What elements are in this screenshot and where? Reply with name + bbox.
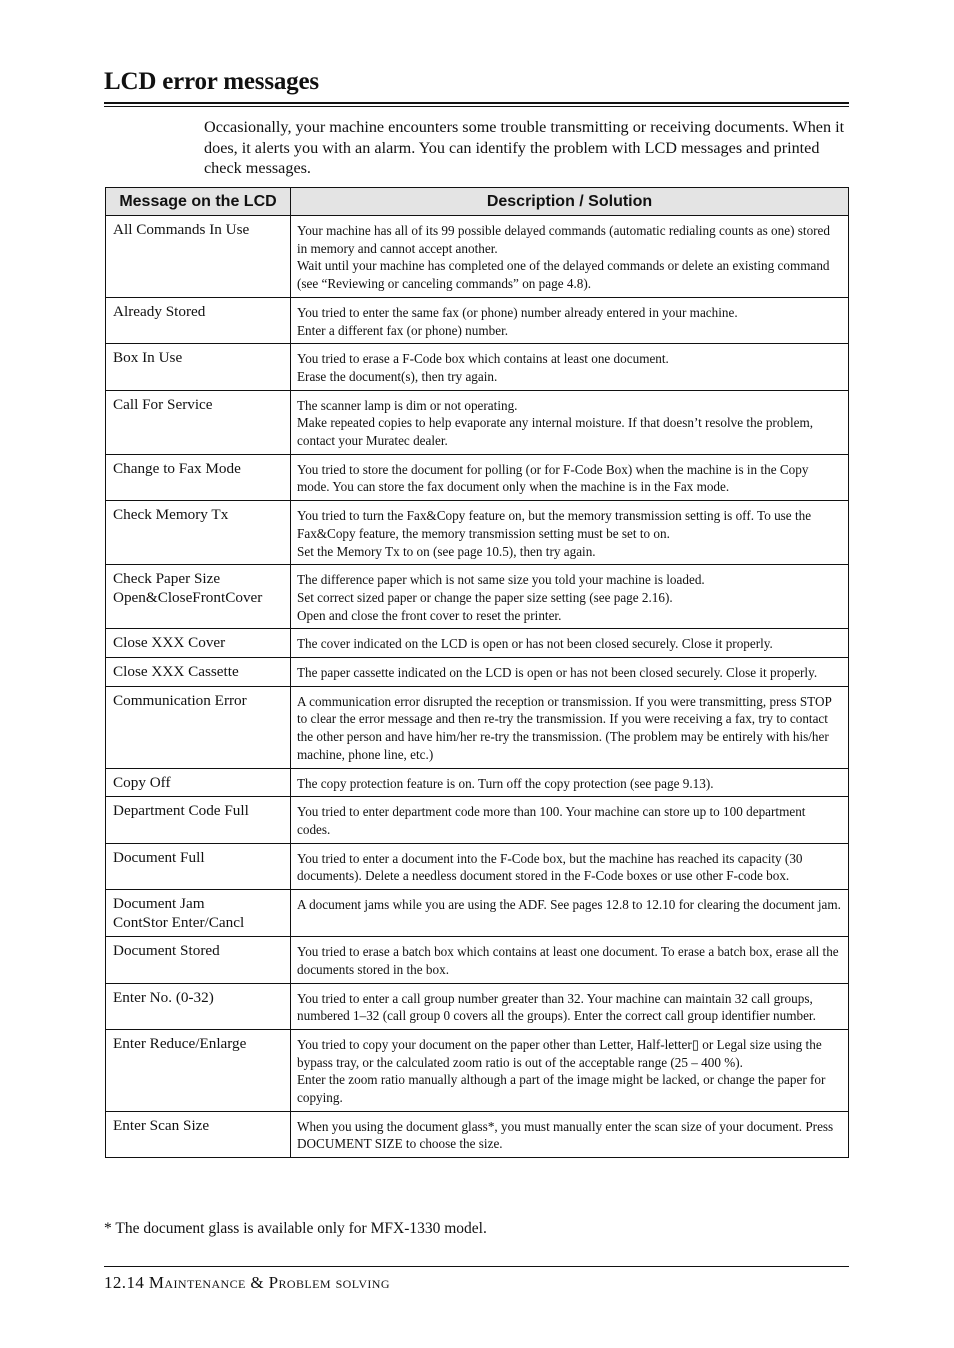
lcd-message-cell: Close XXX Cassette — [106, 658, 291, 687]
footer-section: Maintenance & Problem solving — [148, 1273, 390, 1292]
description-cell: A document jams while you are using the ADF. See pages 12.8 to 12.10 for clearing the document jam. — [291, 890, 849, 937]
table-row — [106, 983, 849, 1029]
page-footer — [104, 1273, 390, 1293]
footnote: * The document glass is available only for MFX-1330 model. — [104, 1220, 487, 1237]
description-cell: You tried to erase a F-Code box which contains at least one document. Erase the document(s), then try again. — [291, 344, 849, 390]
description-cell: The difference paper which is not same size you told your machine is loaded. Set correct sized paper or change the paper size setting (see page 2.16). Open and close the front cover to reset the printer. — [291, 565, 849, 629]
table-row — [106, 565, 849, 629]
header-message: Message on the LCD — [106, 188, 291, 216]
table-row — [106, 454, 849, 500]
table-row — [106, 390, 849, 454]
lcd-message-cell: Close XXX Cover — [106, 629, 291, 658]
lcd-message-cell: Call For Service — [106, 390, 291, 454]
description-cell: The paper cassette indicated on the LCD is open or has not been closed securely. Close it properly. — [291, 658, 849, 687]
description-cell: You tried to erase a batch box which contains at least one document. To erase a batch box, erase all the documents stored in the box. — [291, 937, 849, 983]
title-rule — [104, 102, 849, 107]
description-cell: You tried to enter department code more than 100. Your machine can store up to 100 department codes. — [291, 797, 849, 843]
lcd-message-cell: Copy Off — [106, 768, 291, 797]
lcd-message-cell: Communication Error — [106, 686, 291, 768]
lcd-message-cell: Enter Reduce/Enlarge — [106, 1029, 291, 1111]
description-cell: You tried to store the document for polling (or for F-Code Box) when the machine is in the Copy mode. You can store the fax document only when the machine is in the Fax mode. — [291, 454, 849, 500]
table-row — [106, 344, 849, 390]
table-row — [106, 797, 849, 843]
footer-rule — [104, 1266, 849, 1267]
description-cell: A communication error disrupted the reception or transmission. If you were transmitting, press STOP to clear the error message and then re-try the transmission. If you were receiving a fax, try to contact the other person and have him/her re-try the transmission. (The problem may be entirely with his/her machine, phone line, etc.) — [291, 686, 849, 768]
lcd-message-cell: All Commands In Use — [106, 216, 291, 298]
description-cell: You tried to enter a document into the F-Code box, but the machine has reached its capacity (30 documents). Delete a needless document stored in the F-Code boxes or use other F-code box. — [291, 843, 849, 889]
description-cell: Your machine has all of its 99 possible delayed commands (automatic redialing counts as one) stored in memory and cannot accept another. Wait until your machine has completed one of the delayed commands or delete an existing command (see “Reviewing or canceling commands” on page 4.8). — [291, 216, 849, 298]
lcd-message-cell: Document Full — [106, 843, 291, 889]
footer-page-number: 12.14 — [104, 1273, 145, 1292]
description-cell: The scanner lamp is dim or not operating. Make repeated copies to help evaporate any internal moisture. If that doesn’t resolve the problem, contact your Muratec dealer. — [291, 390, 849, 454]
lcd-message-cell: Department Code Full — [106, 797, 291, 843]
table-row — [106, 297, 849, 343]
table-row — [106, 686, 849, 768]
table-row — [106, 1029, 849, 1111]
table-row — [106, 937, 849, 983]
lcd-message-cell: Check Memory Tx — [106, 501, 291, 565]
description-cell: You tried to turn the Fax&Copy feature on, but the memory transmission setting is off. To use the Fax&Copy feature, the memory transmission setting must be set to on. Set the Memory Tx to on (see page 10.5), then try again. — [291, 501, 849, 565]
header-description: Description / Solution — [291, 188, 849, 216]
table-row — [106, 890, 849, 937]
page-title: LCD error messages — [104, 68, 319, 95]
lcd-message-cell: Enter Scan Size — [106, 1111, 291, 1157]
description-cell: The copy protection feature is on. Turn off the copy protection (see page 9.13). — [291, 768, 849, 797]
lcd-error-table — [105, 187, 849, 1158]
description-cell: When you using the document glass*, you must manually enter the scan size of your document. Press DOCUMENT SIZE to choose the size. — [291, 1111, 849, 1157]
lcd-message-cell: Document Stored — [106, 937, 291, 983]
description-cell: You tried to enter a call group number greater than 32. Your machine can maintain 32 call groups, numbered 1–32 (call group 0 covers all the groups). Enter the correct call group identifier number. — [291, 983, 849, 1029]
table-row — [106, 843, 849, 889]
lcd-message-cell: Change to Fax Mode — [106, 454, 291, 500]
table-row — [106, 658, 849, 687]
table-header-row — [106, 188, 849, 216]
lcd-message-cell: Box In Use — [106, 344, 291, 390]
lcd-message-cell: Document Jam ContStor Enter/Cancl — [106, 890, 291, 937]
intro-paragraph: Occasionally, your machine encounters some trouble transmitting or receiving documents. When it does, it alerts you with an alarm. You can identify the problem with LCD messages and printed check messages. — [204, 118, 845, 177]
description-cell: You tried to copy your document on the paper other than Letter, Half-letter▯ or Legal size using the bypass tray, or the calculated zoom ratio is out of the acceptable range (25 – 400 %). Enter the zoom ratio manually although a part of the image might be lacked, or change the paper for copying. — [291, 1029, 849, 1111]
table-row — [106, 501, 849, 565]
table-row — [106, 629, 849, 658]
description-cell: You tried to enter the same fax (or phone) number already entered in your machine. Enter a different fax (or phone) number. — [291, 297, 849, 343]
lcd-message-cell: Check Paper Size Open&CloseFrontCover — [106, 565, 291, 629]
table-row — [106, 1111, 849, 1157]
description-cell: The cover indicated on the LCD is open or has not been closed securely. Close it properly. — [291, 629, 849, 658]
table-row — [106, 216, 849, 298]
table-row — [106, 768, 849, 797]
lcd-message-cell: Already Stored — [106, 297, 291, 343]
lcd-message-cell: Enter No. (0-32) — [106, 983, 291, 1029]
